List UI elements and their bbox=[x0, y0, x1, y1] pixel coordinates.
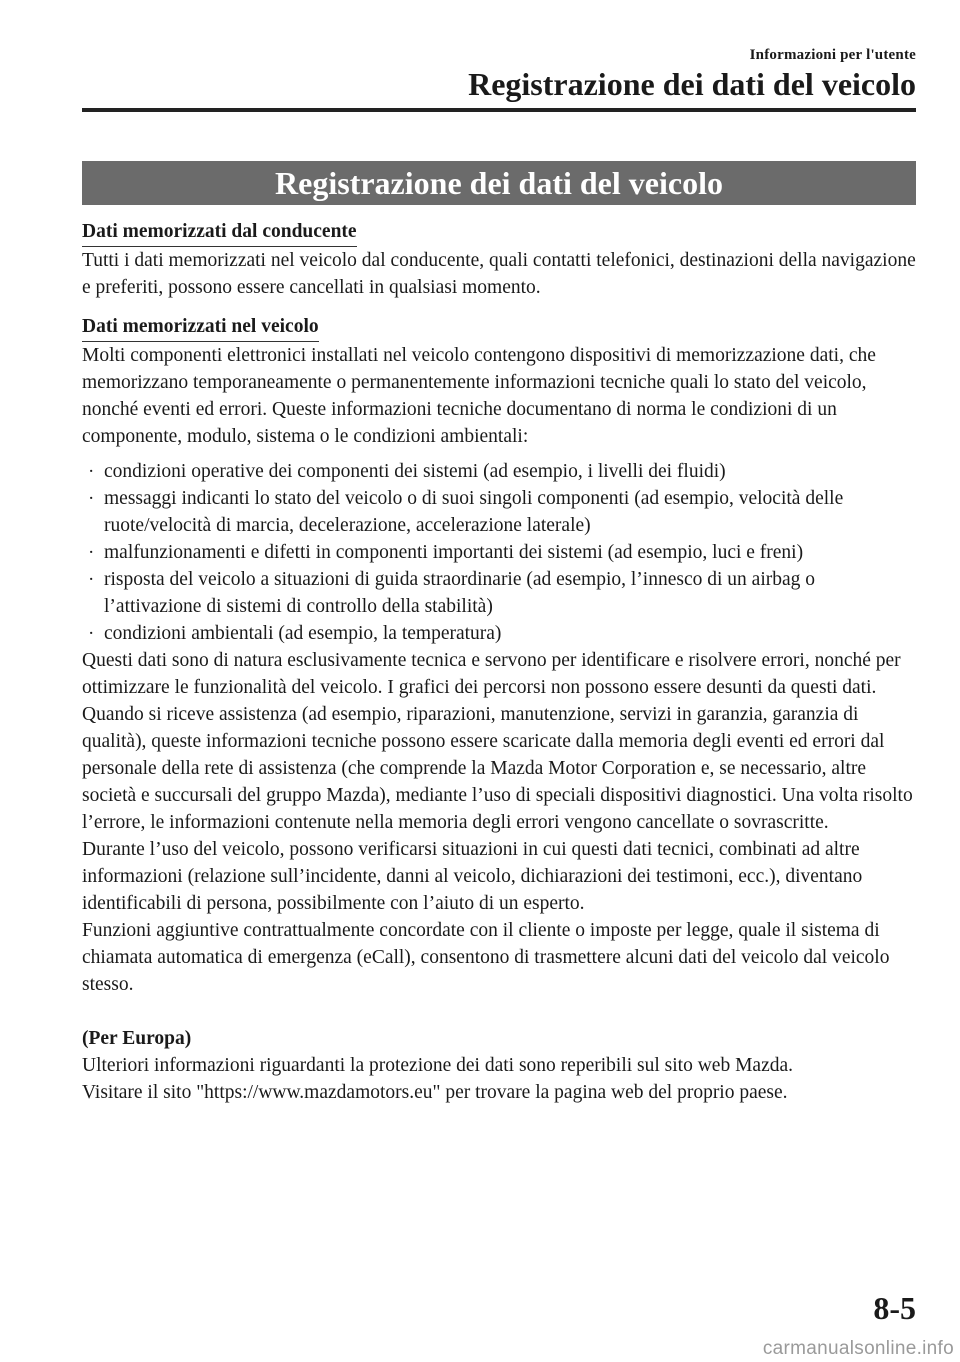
vehicle-data-paragraph-1: Questi dati sono di natura esclusivamente tecnica e servono per identificare e risolvere errori, nonché per ottimizzare le funzionalità del veicolo. I grafici dei percorsi non possono essere desunti da questi dati. bbox=[82, 650, 901, 698]
list-item: · malfunzionamenti e difetti in componenti importanti dei sistemi (ad esempio, luci e freni) bbox=[104, 539, 917, 566]
driver-data-text: Tutti i dati memorizzati nel veicolo dal conducente, quali contatti telefonici, destinazioni della navigazione e preferiti, possono essere cancellati in qualsiasi momento. bbox=[82, 250, 916, 298]
list-item: · messaggi indicanti lo stato del veicolo o di suoi singoli componenti (ad esempio, velocità delle ruote/velocità di marcia, decelerazione, accelerazione laterale) bbox=[104, 485, 917, 539]
europe-line-2: Visitare il sito "https://www.mazdamotors.eu" per trovare la pagina web del proprio paese. bbox=[82, 1082, 788, 1103]
vehicle-data-bullet-list bbox=[82, 458, 917, 647]
europe-line-1: Ulteriori informazioni riguardanti la protezione dei dati sono reperibili sul sito web Mazda. bbox=[82, 1055, 793, 1076]
header-chapter-title: Registrazione dei dati del veicolo bbox=[468, 66, 916, 102]
list-item: · risposta del veicolo a situazioni di guida straordinarie (ad esempio, l’innesco di un airbag o l’attivazione di sistemi di controllo della stabilità) bbox=[104, 566, 917, 620]
list-item: · condizioni operative dei componenti dei sistemi (ad esempio, i livelli dei fluidi) bbox=[104, 458, 917, 485]
bullet-dot: · bbox=[88, 569, 95, 590]
header-section-label: Informazioni per l'utente bbox=[749, 47, 916, 63]
bullet-dot: · bbox=[88, 461, 95, 482]
driver-data-section bbox=[82, 218, 917, 301]
watermark: carmanualsonline.info bbox=[762, 1338, 954, 1359]
vehicle-data-intro: Molti componenti elettronici installati nel veicolo contengono dispositivi di memorizzazione dati, che memorizzano temporaneamente o permanentemente informazioni tecniche quali lo stato del veicolo, nonché eventi ed errori. Queste informazioni tecniche documentano di norma le condizioni di un componente, modulo, sistema o le condizioni ambientali: bbox=[82, 345, 876, 447]
vehicle-data-heading: Dati memorizzati nel veicolo bbox=[82, 314, 319, 342]
vehicle-data-paragraph-4: Funzioni aggiuntive contrattualmente concordate con il cliente o imposte per legge, quale il sistema di chiamata automatica di emergenza (eCall), consentono di trasmettere alcuni dati del veicolo dal veicolo stesso. bbox=[82, 920, 890, 995]
list-item: · condizioni ambientali (ad esempio, la temperatura) bbox=[104, 620, 917, 647]
vehicle-data-section bbox=[82, 313, 917, 998]
vehicle-data-paragraph-2: Quando si riceve assistenza (ad esempio, riparazioni, manutenzione, servizi in garanzia, garanzia di qualità), queste informazioni tecniche possono essere scaricate dalla memoria degli eventi ed errori dal personale della rete di assistenza (che comprende la Mazda Motor Corporation e, se necessario, altre società e succursali del gruppo Mazda), mediante l’uso di speciali dispositivi diagnostici. Una volta risolto l’errore, le informazioni contenute nella memoria degli errori vengono cancellate o sovrascritte. bbox=[82, 704, 913, 833]
europe-section bbox=[82, 1025, 917, 1106]
driver-data-heading: Dati memorizzati dal conducente bbox=[82, 219, 357, 247]
vehicle-data-paragraph-3: Durante l’uso del veicolo, possono verificarsi situazioni in cui questi dati tecnici, combinati ad altre informazioni (relazione sull’incidente, danni al veicolo, dichiarazioni dei testimoni, ecc.), diventano identificabili di persona, possibilmente con l’aiuto di un esperto. bbox=[82, 839, 863, 914]
header-rule bbox=[82, 108, 916, 112]
section-banner: Registrazione dei dati del veicolo bbox=[82, 161, 916, 205]
bullet-dot: · bbox=[88, 542, 95, 563]
page-number: 8-5 bbox=[873, 1290, 916, 1326]
europe-label: (Per Europa) bbox=[82, 1028, 192, 1049]
bullet-dot: · bbox=[88, 488, 95, 509]
page-content bbox=[82, 216, 917, 1106]
bullet-dot: · bbox=[88, 623, 95, 644]
